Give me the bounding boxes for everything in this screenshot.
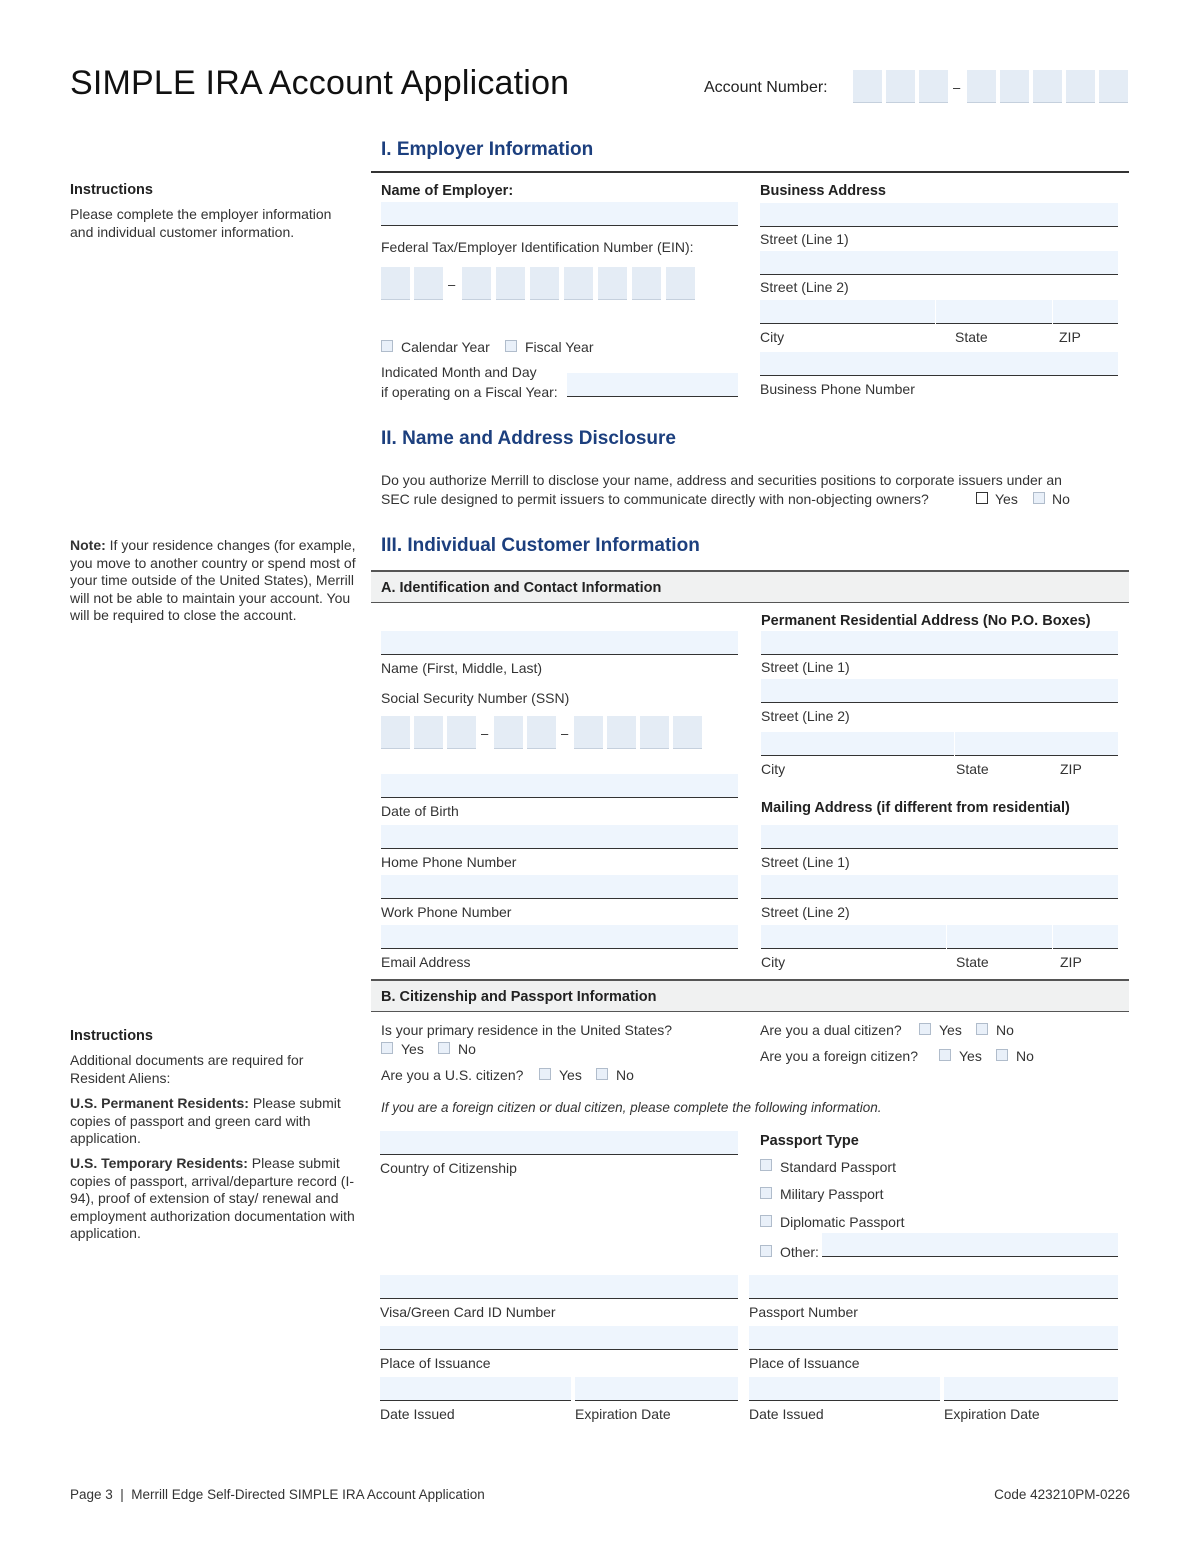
- instructions-text: Please complete the employer information and individual customer information.: [70, 206, 332, 240]
- account-digit-box[interactable]: [1099, 70, 1128, 103]
- account-digit-box[interactable]: [967, 70, 996, 103]
- perm-zip-label: ZIP: [1060, 761, 1082, 777]
- residence-yes-label: Yes: [401, 1041, 424, 1057]
- passport-place-issuance-label: Place of Issuance: [749, 1355, 860, 1371]
- ssn-digit-box[interactable]: [640, 716, 669, 749]
- employer-name-label: Name of Employer:: [381, 183, 514, 199]
- fiscal-month-day-label-1: Indicated Month and Day: [381, 364, 537, 380]
- email-input[interactable]: [381, 925, 738, 949]
- business-zip-label: ZIP: [1059, 329, 1081, 345]
- mail-zip-label: ZIP: [1060, 954, 1082, 970]
- diplomatic-passport-label: Diplomatic Passport: [780, 1214, 905, 1230]
- us-citizen-yes-checkbox[interactable]: [539, 1068, 551, 1080]
- ssn-digit-box[interactable]: [607, 716, 636, 749]
- foreign-citizen-question: Are you a foreign citizen?: [760, 1048, 918, 1064]
- account-number-label: Account Number:: [704, 79, 828, 96]
- us-citizen-yes-label: Yes: [559, 1067, 582, 1083]
- temporary-residents-note: [70, 1155, 358, 1243]
- other-passport-label: Other:: [780, 1244, 819, 1260]
- disclosure-question-line2: SEC rule designed to permit issuers to communicate directly with non-objecting owners?: [381, 491, 929, 507]
- account-digit-box[interactable]: [1066, 70, 1095, 103]
- foreign-yes-checkbox[interactable]: [939, 1049, 951, 1061]
- footer-code: Code 423210PM-0226: [994, 1487, 1130, 1502]
- visa-date-issued-input[interactable]: [380, 1377, 571, 1401]
- visa-place-issuance-input[interactable]: [380, 1326, 738, 1350]
- mail-zip-input[interactable]: [1053, 925, 1118, 949]
- account-digit-box[interactable]: [886, 70, 915, 103]
- ssn-digit-box[interactable]: [527, 716, 556, 749]
- disclosure-section-title: II. Name and Address Disclosure: [381, 428, 676, 449]
- ein-label: Federal Tax/Employer Identification Number (EIN):: [381, 239, 694, 255]
- business-state-label: State: [955, 329, 988, 345]
- ssn-label: Social Security Number (SSN): [381, 690, 570, 706]
- note-bold: Note:: [70, 537, 106, 553]
- us-citizen-question: Are you a U.S. citizen?: [381, 1067, 524, 1083]
- diplomatic-passport-checkbox[interactable]: [760, 1215, 772, 1227]
- business-street1-label: Street (Line 1): [760, 231, 849, 247]
- residence-question: Is your primary residence in the United States?: [381, 1022, 673, 1038]
- business-phone-input[interactable]: [760, 352, 1118, 376]
- foreign-no-checkbox[interactable]: [996, 1049, 1008, 1061]
- mail-city-label: City: [761, 954, 786, 970]
- country-citizenship-input[interactable]: [380, 1131, 738, 1155]
- ein-digit-box[interactable]: [666, 267, 695, 300]
- country-citizenship-label: Country of Citizenship: [380, 1160, 517, 1176]
- work-phone-input[interactable]: [381, 875, 738, 899]
- residence-note: [70, 537, 358, 625]
- standard-passport-label: Standard Passport: [780, 1159, 896, 1175]
- dob-input[interactable]: [381, 774, 738, 798]
- ein-digit-box[interactable]: [414, 267, 443, 300]
- visa-expiration-label: Expiration Date: [575, 1406, 671, 1422]
- foreign-no-label: No: [1016, 1048, 1034, 1064]
- ssn-dash: –: [481, 726, 489, 741]
- business-street2-input[interactable]: [760, 251, 1118, 275]
- business-address-title: Business Address: [760, 183, 886, 199]
- ein-digit-box[interactable]: [530, 267, 559, 300]
- home-phone-input[interactable]: [381, 825, 738, 849]
- instructions-title: Instructions: [70, 182, 153, 198]
- ein-digit-box[interactable]: [381, 267, 410, 300]
- full-name-label: Name (First, Middle, Last): [381, 660, 543, 676]
- mail-street1-label: Street (Line 1): [761, 854, 850, 870]
- email-label: Email Address: [381, 954, 471, 970]
- full-name-input[interactable]: [381, 631, 738, 655]
- fiscal-year-label: Fiscal Year: [525, 339, 594, 355]
- account-digit-box[interactable]: [1033, 70, 1062, 103]
- passport-date-issued-input[interactable]: [749, 1377, 940, 1401]
- perm-city-label: City: [761, 761, 786, 777]
- note-text: If your residence changes (for example, you move to another country or spend most of your time outside of the United States), Merrill will not be able to maintain your account. You will be required to close the account.: [70, 537, 356, 623]
- mailing-address-title: Mailing Address (if different from residential): [761, 800, 1070, 816]
- account-dash: –: [953, 80, 961, 95]
- temporary-residents-bold: U.S. Temporary Residents:: [70, 1155, 248, 1171]
- dual-yes-label: Yes: [939, 1022, 962, 1038]
- perm-city-input[interactable]: [761, 732, 954, 756]
- perm-state-label: State: [956, 761, 989, 777]
- permanent-address-title: Permanent Residential Address (No P.O. Boxes): [761, 613, 1091, 629]
- ssn-digit-box[interactable]: [494, 716, 523, 749]
- resident-aliens-text: Additional documents are required for Resident Aliens:: [70, 1052, 304, 1086]
- ein-digit-box[interactable]: [462, 267, 491, 300]
- military-passport-label: Military Passport: [780, 1186, 884, 1202]
- ein-dash: –: [448, 277, 456, 292]
- passport-expiration-input[interactable]: [944, 1377, 1118, 1401]
- dob-label: Date of Birth: [381, 803, 459, 819]
- mail-state-label: State: [956, 954, 989, 970]
- disclosure-question-line1: Do you authorize Merrill to disclose your name, address and securities positions to corporate issuers under an: [381, 472, 1062, 488]
- ssn-digit-box[interactable]: [447, 716, 476, 749]
- business-city-input[interactable]: [760, 300, 935, 324]
- ssn-digit-box[interactable]: [414, 716, 443, 749]
- passport-place-issuance-input[interactable]: [749, 1326, 1118, 1350]
- ein-digit-box[interactable]: [564, 267, 593, 300]
- us-citizen-no-checkbox[interactable]: [596, 1068, 608, 1080]
- passport-type-title: Passport Type: [760, 1133, 859, 1149]
- foreign-yes-label: Yes: [959, 1048, 982, 1064]
- calendar-year-checkbox[interactable]: [381, 340, 393, 352]
- business-street2-label: Street (Line 2): [760, 279, 849, 295]
- passport-number-label: Passport Number: [749, 1304, 858, 1320]
- account-digit-box[interactable]: [919, 70, 948, 103]
- residence-no-label: No: [458, 1041, 476, 1057]
- dual-no-checkbox[interactable]: [976, 1023, 988, 1035]
- disclosure-no-checkbox[interactable]: [1033, 492, 1045, 504]
- instructions-title-2: Instructions: [70, 1028, 153, 1044]
- permanent-residents-note: [70, 1095, 358, 1148]
- mail-city-input[interactable]: [761, 925, 946, 949]
- footer-page-info: Page 3 | Merrill Edge Self-Directed SIMPLE IRA Account Application: [70, 1487, 485, 1502]
- passport-expiration-label: Expiration Date: [944, 1406, 1040, 1422]
- disclosure-yes-label: Yes: [995, 491, 1018, 507]
- passport-number-input[interactable]: [749, 1275, 1118, 1299]
- foreign-citizen-note: If you are a foreign citizen or dual citizen, please complete the following information.: [381, 1100, 882, 1115]
- perm-state-zip-input[interactable]: [955, 732, 1118, 756]
- work-phone-label: Work Phone Number: [381, 904, 512, 920]
- fiscal-month-day-input[interactable]: [567, 373, 738, 397]
- dual-no-label: No: [996, 1022, 1014, 1038]
- other-passport-checkbox[interactable]: [760, 1245, 772, 1257]
- business-city-label: City: [760, 329, 785, 345]
- military-passport-checkbox[interactable]: [760, 1187, 772, 1199]
- perm-street2-label: Street (Line 2): [761, 708, 850, 724]
- permanent-residents-text: Please submit copies of passport and green card with application.: [70, 1095, 341, 1146]
- account-digit-box[interactable]: [1000, 70, 1029, 103]
- visa-place-issuance-label: Place of Issuance: [380, 1355, 491, 1371]
- perm-street2-input[interactable]: [761, 679, 1118, 703]
- ein-digit-box[interactable]: [632, 267, 661, 300]
- home-phone-label: Home Phone Number: [381, 854, 517, 870]
- residence-no-checkbox[interactable]: [438, 1042, 450, 1054]
- visa-id-input[interactable]: [380, 1275, 738, 1299]
- residence-yes-checkbox[interactable]: [381, 1042, 393, 1054]
- visa-id-label: Visa/Green Card ID Number: [380, 1304, 556, 1320]
- employer-section-title: I. Employer Information: [381, 139, 594, 160]
- fiscal-month-day-label-2: if operating on a Fiscal Year:: [381, 384, 558, 400]
- temporary-residents-text: Please submit copies of passport, arrival/departure record (I-94), proof of extension of stay/ renewal and employment authorization documentation with application.: [70, 1155, 355, 1241]
- visa-date-issued-label: Date Issued: [380, 1406, 455, 1422]
- visa-expiration-input[interactable]: [575, 1377, 738, 1401]
- account-digit-box[interactable]: [853, 70, 882, 103]
- disclosure-yes-checkbox[interactable]: [976, 492, 988, 504]
- business-state-input[interactable]: [936, 300, 1052, 324]
- standard-passport-checkbox[interactable]: [760, 1159, 772, 1171]
- identification-subheader: A. Identification and Contact Information: [371, 570, 1129, 603]
- business-street1-input[interactable]: [760, 203, 1118, 227]
- perm-street1-input[interactable]: [761, 631, 1118, 655]
- ssn-dash: –: [561, 726, 569, 741]
- us-citizen-no-label: No: [616, 1067, 634, 1083]
- ssn-digit-box[interactable]: [381, 716, 410, 749]
- ein-digit-box[interactable]: [598, 267, 627, 300]
- passport-date-issued-label: Date Issued: [749, 1406, 824, 1422]
- calendar-year-label: Calendar Year: [401, 339, 490, 355]
- citizenship-subheader: B. Citizenship and Passport Information: [371, 979, 1129, 1012]
- business-zip-input[interactable]: [1053, 300, 1118, 324]
- ssn-digit-box[interactable]: [673, 716, 702, 749]
- business-phone-label: Business Phone Number: [760, 381, 915, 397]
- dual-citizen-question: Are you a dual citizen?: [760, 1022, 902, 1038]
- dual-yes-checkbox[interactable]: [919, 1023, 931, 1035]
- fiscal-year-checkbox[interactable]: [505, 340, 517, 352]
- ssn-digit-box[interactable]: [574, 716, 603, 749]
- ein-digit-box[interactable]: [496, 267, 525, 300]
- employer-name-input[interactable]: [381, 202, 738, 226]
- mail-state-input[interactable]: [947, 925, 1052, 949]
- permanent-residents-bold: U.S. Permanent Residents:: [70, 1095, 249, 1111]
- perm-street1-label: Street (Line 1): [761, 659, 850, 675]
- mail-street1-input[interactable]: [761, 825, 1118, 849]
- customer-section-title: III. Individual Customer Information: [381, 535, 700, 556]
- section-divider: [371, 171, 1129, 173]
- mail-street2-input[interactable]: [761, 875, 1118, 899]
- page-title: SIMPLE IRA Account Application: [70, 64, 570, 102]
- mail-street2-label: Street (Line 2): [761, 904, 850, 920]
- disclosure-no-label: No: [1052, 491, 1070, 507]
- other-passport-input[interactable]: [822, 1233, 1118, 1257]
